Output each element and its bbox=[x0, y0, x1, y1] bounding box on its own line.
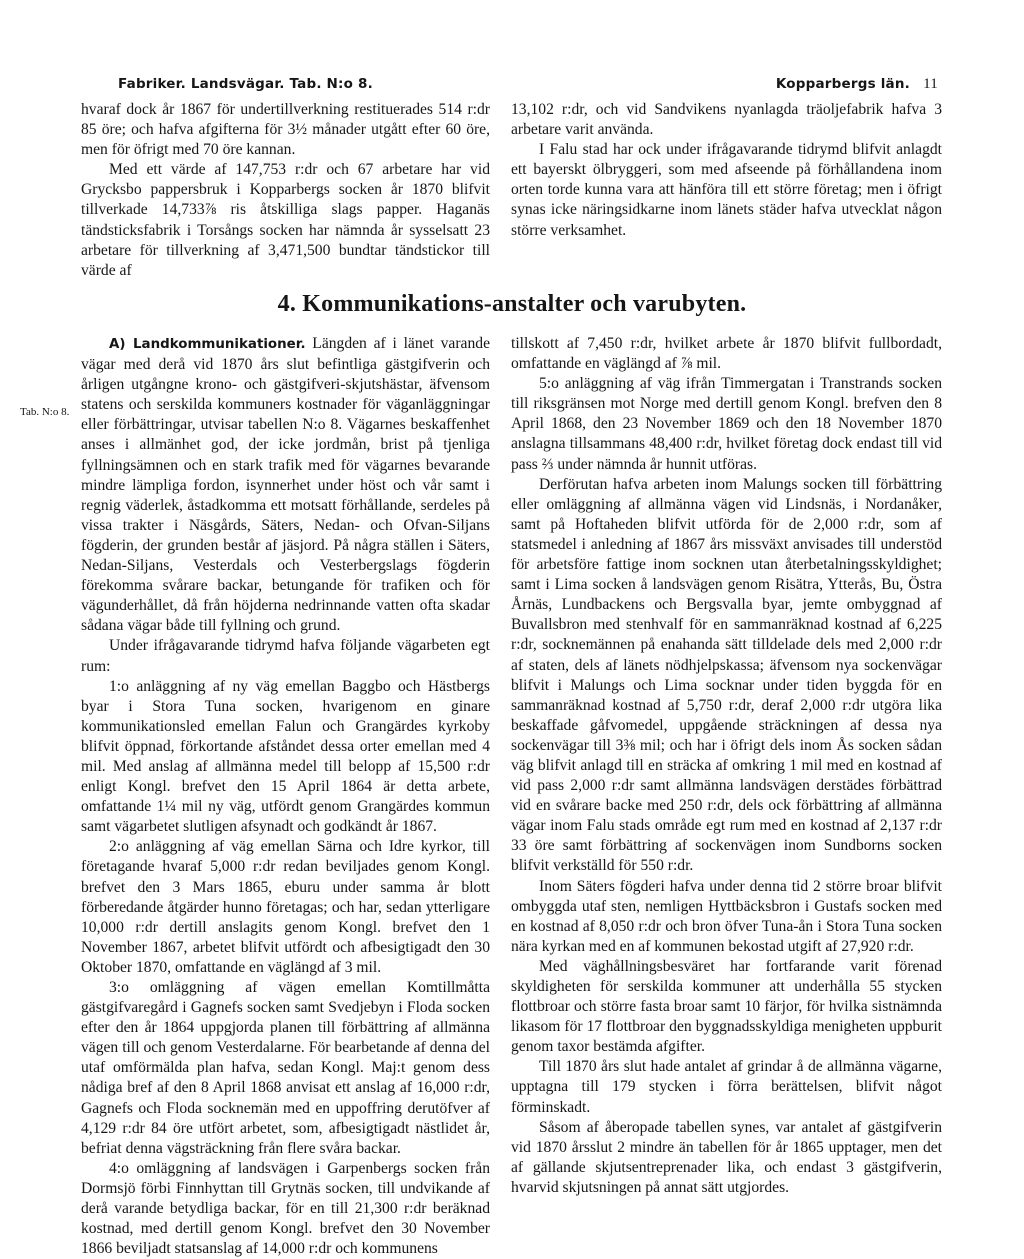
page-number: 11 bbox=[923, 76, 938, 92]
paragraph: Derförutan hafva arbeten inom Malungs socken till förbättring eller omläggning af allmänna vägen vid Lindsnäs, i Nordanåker, samt på Hoftaheden blifvit utförda för de 2,000 r:dr, som af statsmedel i anledning af 1867 års missväxt anvisades till understöd för arbetsföre fattige inom socknen utan återbetalningsskyldighet; samt i Lima socken å landsvägen genom Risätra, Ytterås, Bu, Östra Årnäs, Lundbackens och Bergsvalla byar, jemte ombyggnad af Buvallsbron med stenhvalf för en sammanräknad kostnad af 6,225 r:dr, socknemännen på enahanda sätt tilldelade dels med 2,000 r:dr af staten, dels af länets nödhjelpskassa; äfvensom nya sockenvägar blifvit i Malungs och Lima socknar under tiden byggda för en sammanräknad kostnad af 5,750 r:dr, deraf 2,000 r:dr utgöra lika beskaffade gåfvomedel, uppgående sträckningen af dessa nya sockenvägar till 3⅜ mil; och har i öfrigt dels inom Ås socken sådan väg blifvit anlagd till en sträcka af omkring 1 mil med en kostnad af vid pass 2,000 r:dr samt allmänna landsvägen derstädes förbättrad vid en svårare backe med 250 r:dr, dels ock förbättring af allmänna vägar inom Falu stads område egt rum med en kostnad af 2,137 r:dr 33 öre samt förbättring af sockenvägen inom Sundborns socken blifvit verkställd för 550 r:dr. bbox=[511, 475, 942, 875]
paragraph: I Falu stad har ock under ifrågavarande tidrymd blifvit anlagdt ett bayerskt ölbryggeri, som med afseende på förhållandena inom orten torde kunna vara att hänföra till ett större företag; men i öfrigt synas icke näringsidkarne inom länets städer hafva utvecklat någon större verksamhet. bbox=[511, 141, 942, 239]
paragraph-text: Längden af i länet varande vägar med derå vid 1870 års slut befintliga gästgifverin och årligen utgångne krono- och gästgifveri-skjutshästar, äfvensom statens och serskilda kommuners kostnader för väganläggningar eller förbättringar, utvisar tabellen N:o 8. Vägarnes beskaffenhet anses i allmänhet god, der icke jordmån, brist på tjenliga fyllningsämnen och en stark trafik med för vägarnes bevarande mindre lämpliga fordon, isynnerhet under höst och vår samt i regnig väderlek, åstadkomma ett motsatt förhållande, serdeles på vissa trakter i Näsgårds, Säters, Nedan- och Ofvan-Siljans fögderin, der grunden består af jäsjord. På några ställen i Säters, Nedan-Siljans, Vesterdals och Vesterbergslags fögderin förekomma svårare backar, betungande för trafiken och för vägunderhållet, då från höjderna nedrinnande vatten ofta skadar sådana vägar både till fyllning och grund. bbox=[81, 335, 490, 635]
left-column bbox=[81, 334, 490, 1259]
paragraph: tillskott af 7,450 r:dr, hvilket arbete år 1870 blifvit fullbordadt, omfattande en väglängd af ⅞ mil. bbox=[511, 335, 942, 373]
top-right-column bbox=[511, 100, 942, 241]
paragraph: 1:o anläggning af ny väg emellan Baggbo och Hästbergs byar i Stora Tuna socken, hvarigenom en ginare kommunikationsled emellan Falun och Grangärdes kyrkoby blifvit öppnad, förkortande afståndet dessa orter emellan med 4 mil. Med anslag af allmänna medel till belopp af 15,500 r:dr enligt Kongl. brefvet den 15 April 1864 är detta arbete, omfattande 1¼ mil ny väg, utfördt genom Grangärdes kommun samt vägarbetet slutligen afsynadt och godkändt år 1867. bbox=[81, 677, 490, 836]
paragraph: Med väghållningsbesväret har fortfarande varit förenad skyldigheten för serskilda kommuner att underhålla 55 stycken flottbroar och större fasta broar samt 10 färjor, för hvilka sistnämnda likasom för 17 flottbroar den byggnadsskyldiga menigheten uppburit genom taxor bestämda afgifter. bbox=[511, 957, 942, 1056]
paragraph: Med ett värde af 147,753 r:dr och 67 arbetare har vid Grycksbo pappersbruk i Kopparbergs socken år 1870 blifvit tillverkade 14,733⅞ ris åtskilliga slags papper. Haganäs tändsticksfabrik i Torsångs socken har nämnda år sysselsatt 23 arbetare för tillverkning af 3,471,500 bundtar tändstickor till värde af bbox=[81, 161, 490, 279]
paragraph: Till 1870 års slut hade antalet af grindar å de allmänna vägarne, upptagna till 179 stycken i förra berättelsen, blifvit något förminskadt. bbox=[511, 1058, 942, 1116]
paragraph: 2:o anläggning af väg emellan Särna och Idre kyrkor, till företagande hvaraf 5,000 r:dr redan beviljades genom Kongl. brefvet den 3 Mars 1865, eburu under samma år blott förberedande åtgärder hunno företagas; och har, sedan ytterligare 10,000 r:dr dertill anslagits genom Kongl. brefvet den 1 November 1867, arbetet blifvit utfördt och afbesigtigadt den 30 Oktober 1870, omfattande en väglängd af 3 mil. bbox=[81, 838, 490, 976]
header-left: Fabriker. Landsvägar. Tab. N:o 8. bbox=[118, 76, 373, 92]
header-right: Kopparbergs län. bbox=[775, 76, 910, 92]
margin-note: Tab. N:o 8. bbox=[20, 406, 70, 418]
top-left-column bbox=[81, 100, 490, 281]
section-heading: 4. Kommunikations-anstalter och varubyten. bbox=[277, 291, 747, 317]
right-column bbox=[511, 334, 942, 1198]
paragraph: Såsom af åberopade tabellen synes, var antalet af gästgifverin vid 1870 årsslut 2 mindre än tabellen för år 1865 upptager, men det af gällande skjutsentreprenader lika, och endast 3 gästgifverin, hvarvid skjutsningen på annat sätt utgjordes. bbox=[511, 1118, 942, 1196]
paragraph: 3:o omläggning af vägen emellan Komtillmåtta gästgifvaregård i Gagnefs socken samt Svedjebyn i Floda socken efter den år 1864 uppgjorda planen till förbättring af allmänna vägen till och genom Vesterdalarne. För bearbetande af denna del utaf omförmälda plan hafva, sedan Kongl. Maj:t genom dess nådiga bref af den 8 April 1868 anvisat ett anslag af 16,000 r:dr, Gagnefs och Floda socknemän med en uppoffring derutöfver af 4,129 r:dr 84 öre utfört arbetet, som, afbesigtigadt nästlidet år, befriat denna vägsträckning från flere svåra backar. bbox=[81, 979, 490, 1157]
paragraph: 13,102 r:dr, och vid Sandvikens nyanlagda träoljefabrik hafva 3 arbetare varit använda. bbox=[511, 101, 942, 139]
running-header bbox=[118, 76, 938, 98]
paragraph: Inom Säters fögderi hafva under denna tid 2 större broar blifvit ombyggda utaf sten, nemligen Hyttbäcksbron i Gustafs socken med en kostnad af 8,050 r:dr och bron öfver Tuna-ån i Stora Tuna socken nära kyrkan med en af kommunen bekostad utgift af 27,920 r:dr. bbox=[511, 877, 942, 955]
paragraph bbox=[81, 334, 490, 636]
paragraph: 5:o anläggning af väg ifrån Timmergatan i Transtrands socken till riksgränsen mot Norge med dertill genom Kongl. brefven den 8 April 1868, den 23 November 1869 och den 18 November 1870 anslagna tillsammans 48,400 r:dr, hvilket företag dock endast till vid pass ⅔ under nämnda år hunnit utföras. bbox=[511, 375, 942, 473]
paragraph: hvaraf dock år 1867 för undertillverkning restituerades 514 r:dr 85 öre; och hafva afgifterna för 3½ månader utgått efter 60 öre, men för öfrigt med 70 öre kannan. bbox=[81, 101, 490, 159]
paragraph: 4:o omläggning af landsvägen i Garpenbergs socken från Dormsjö förbi Finnhyttan till Grytnäs socken, till undvikande af derå varande betydliga backar, för en till 21,300 r:dr beräknad kostnad, med dertill genom Kongl. brefvet den 30 November 1866 beviljadt statsanslag af 14,000 r:dr och kommunens bbox=[81, 1159, 490, 1258]
paragraph: Under ifrågavarande tidrymd hafva följande vägarbeten egt rum: bbox=[81, 637, 490, 675]
subsection-label: A) Landkommunikationer. bbox=[109, 337, 306, 352]
